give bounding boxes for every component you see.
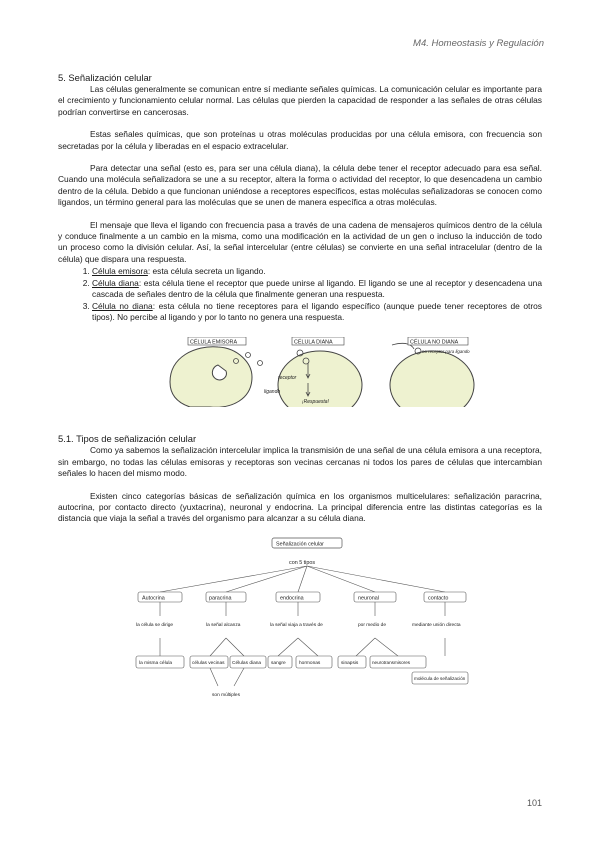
link-label: mediante unión directa (412, 622, 461, 628)
page-content (58, 72, 542, 706)
section-5-paragraph-4: El mensaje que lleva el ligando con frecuencia pasa a través de una cadena de mensajeros químicos dentro de la célula y conduce finalmente a un cambio en la misma, como una modificación en la actividad de un gen o incluso la inducción de todo un proceso como la división celular. Así, la señal intercelular (entre células) se convierte en una señal intracelular (dentro de la célula) que dispara una respuesta. (58, 219, 542, 264)
link-label: la señal viaja a través de (270, 622, 323, 628)
link-label: la señal alcanza (206, 622, 241, 628)
leaf-label: Células diana (232, 660, 262, 666)
non-target-cell-shape (390, 351, 474, 407)
link-label: por medio de (358, 622, 386, 628)
leaf-label: hormonas (299, 660, 321, 666)
term: Célula emisora (92, 266, 148, 277)
leaf-label: la misma célula (139, 660, 173, 666)
label-receptor: receptor (278, 375, 297, 382)
label-no-receptor: no receptor para ligando (422, 349, 470, 355)
type-label: contacto (428, 595, 449, 602)
list-item (92, 266, 542, 277)
label-target-cell: CÉLULA DIANA (294, 339, 333, 346)
leaf-label: sangre (271, 660, 286, 666)
list-item (92, 301, 542, 324)
section-5-1-paragraph-2: Existen cinco categorías básicas de señalización química en los organismos multicelulares: señalización paracrina, autocrina, por contacto directo (yuxtacrina), neuronal y endocrina. La principal diferencia entre las distintas categorías es la distancia que viaja la señal a través del organismo para alcanzar a su célula diana. (58, 490, 542, 524)
leaf-label: neurotransmisores (372, 659, 411, 665)
leaf-label: molécula de señalización (414, 675, 466, 681)
ligand-dot (246, 353, 251, 358)
section-5-paragraph-2: Estas señales químicas, que son proteínas u otras moléculas producidas por una célula emisora, con frecuencia son secretadas por la célula y liberadas en el espacio extracelular. (58, 129, 542, 151)
emitting-cell-shape (170, 347, 252, 407)
label-emitting-cell: CÉLULA EMISORA (190, 339, 238, 346)
type-label: paracrina (209, 595, 232, 602)
root-label: Señalización celular (276, 541, 324, 548)
link-label: la célula se dirige (136, 622, 174, 628)
label-ligand: ligando (264, 389, 281, 396)
page-number: 101 (526, 798, 542, 808)
leaf-label: células vecinas (192, 660, 225, 666)
section-5-paragraph-1: Las células generalmente se comunican entre sí mediante señales químicas. La comunicación celular es importante para el crecimiento y funcionamiento celular normal. Las células que pierden la capacidad de responder a las señales de otras células podrían convertirse en cancerosas. (58, 84, 542, 117)
definition: : esta célula no tiene receptores para el ligando específico (aunque puede tener receptores de otros tipos). No percibe al ligando y por lo tanto no genera una respuesta. (92, 300, 542, 322)
ligand-dot (258, 361, 263, 366)
signaling-types-concept-map (130, 536, 470, 706)
label-non-target-cell: CÉLULA NO DIANA (410, 339, 459, 346)
section-5-1-title: 5.1. Tipos de señalización celular (58, 433, 197, 445)
definition: : esta célula tiene el receptor que puede unirse al ligando. El ligando se une al receptor y desencadena una cascada de señales dentro de la célula que finalmente generan una respuesta. (92, 277, 542, 300)
bottom-note: son múltiples (212, 692, 240, 698)
term: Célula diana (92, 277, 139, 288)
type-label: Autocrina (142, 595, 165, 602)
type-label: endocrina (280, 595, 304, 602)
cell-signaling-figure (160, 337, 500, 407)
leaf-label: sinapsis (341, 660, 359, 666)
running-header: M4. Homeostasis y Regulación (413, 38, 544, 49)
list-item (92, 278, 542, 301)
term: Célula no diana (92, 300, 153, 311)
definition: : esta célula secreta un ligando. (147, 266, 266, 277)
section-5-1-paragraph-1: Como ya sabemos la señalización intercelular implica la transmisión de una señal de una célula emisora a una receptora, sin embargo, no todas las células emisoras y receptoras son vecinas cercanas ni todos los pares de células que intercambian señales lo hacen del mismo modo. (58, 445, 542, 479)
section-5-paragraph-3: Para detectar una señal (esto es, para ser una célula diana), la célula debe tener el receptor adecuado para esa señal. Cuando una molécula señalizadora se une a su receptor, altera la forma o actividad del receptor, lo que desencadena un cambio dentro de la célula. Debido a que funcionan uniéndose a receptores específicos, estas moléculas señalizadoras se conocen como ligandos, un término general para las moléculas que se unen de manera específica a otras moléculas. (58, 163, 542, 208)
label-response: ¡Respuesta! (302, 399, 329, 406)
section-5-title: 5. Señalización celular (58, 72, 152, 83)
connector-label: con 5 tipos (289, 559, 316, 566)
cell-types-list (58, 266, 542, 323)
type-label: neuronal (358, 595, 379, 602)
